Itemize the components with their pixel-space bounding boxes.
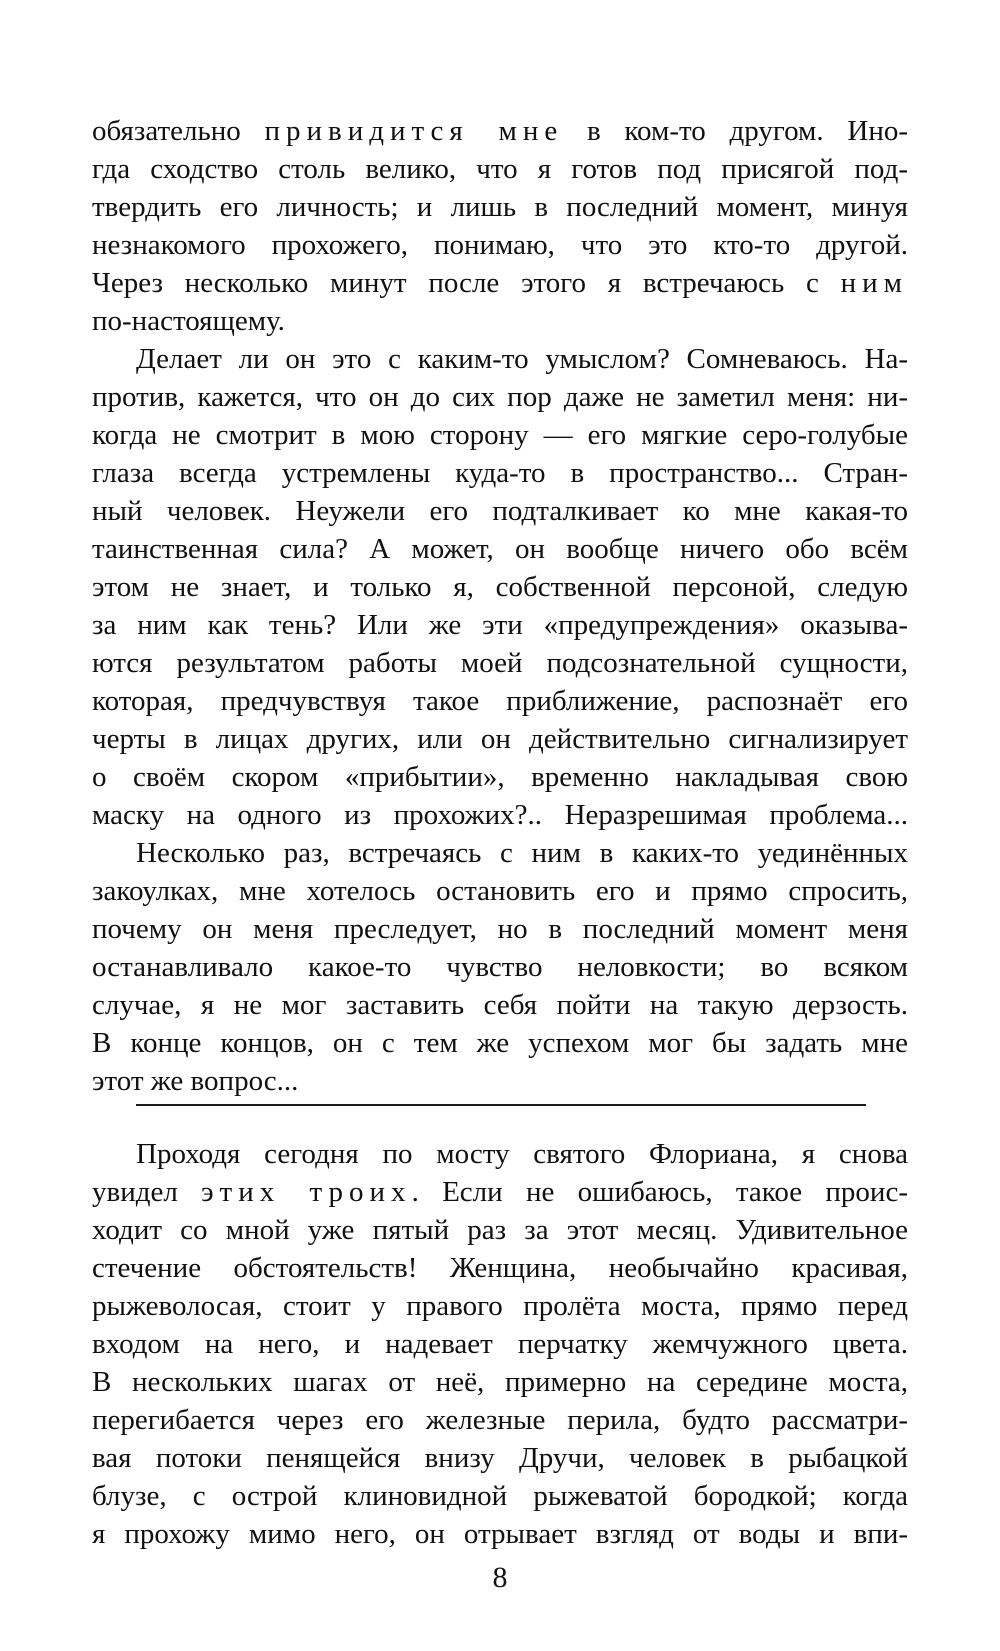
text-line: входом на него, и надевает перчатку жемчужного цвета. bbox=[92, 1328, 908, 1360]
text-line: ются результатом работы моей подсознательной сущности, bbox=[92, 647, 908, 679]
emphasized-text: ним bbox=[840, 267, 908, 299]
text-line bbox=[92, 1174, 908, 1210]
text-line: закоулках, мне хотелось остановить его и прямо спросить, bbox=[92, 875, 908, 907]
text-line bbox=[92, 113, 908, 149]
text-line: маску на одного из прохожих?.. Неразрешимая проблема... bbox=[92, 799, 908, 831]
text-line: против, кажется, что он до сих пор даже не заметил меня: ни- bbox=[92, 381, 908, 413]
text-line: за ним как тень? Или же эти «предупреждения» оказыва- bbox=[92, 609, 908, 641]
text-line: о своём скором «прибытии», временно накладывая свою bbox=[92, 761, 908, 793]
text-line: глаза всегда устремлены куда-то в пространство... Стран- bbox=[92, 457, 908, 489]
text-line: ходит со мной уже пятый раз за этот месяц. Удивительное bbox=[92, 1214, 908, 1246]
text-fragment: в ком-то другом. Ино- bbox=[563, 115, 908, 147]
text-line: ный человек. Неужели его подталкивает ко мне какая-то bbox=[92, 495, 908, 527]
text-fragment: . Если не ошибаюсь, такое проис- bbox=[411, 1176, 908, 1208]
text-line: блузе, с острой клиновидной рыжеватой бородкой; когда bbox=[92, 1480, 908, 1512]
text-line: вая потоки пенящейся внизу Дручи, человек в рыбацкой bbox=[92, 1442, 908, 1474]
text-line: которая, предчувствуя такое приближение, распознаёт его bbox=[92, 685, 908, 717]
text-line: таинственная сила? А может, он вообще ничего обо всём bbox=[92, 533, 908, 565]
text-fragment: увидел bbox=[92, 1176, 202, 1208]
text-line: останавливало какое-то чувство неловкости; во всяком bbox=[92, 951, 908, 983]
text-line: почему он меня преследует, но в последний момент меня bbox=[92, 913, 908, 945]
text-line: гда сходство столь велико, что я готов под присягой под- bbox=[92, 153, 908, 185]
text-fragment: обязательно bbox=[92, 115, 265, 147]
text-line: я прохожу мимо него, он отрывает взгляд от воды и впи- bbox=[92, 1518, 908, 1550]
section-divider bbox=[136, 1104, 866, 1106]
text-line: рыжеволосая, стоит у правого пролёта моста, прямо перед bbox=[92, 1290, 908, 1322]
text-line: случае, я не мог заставить себя пойти на такую дерзость. bbox=[92, 989, 908, 1021]
text-line: Проходя сегодня по мосту святого Флориана, я снова bbox=[136, 1138, 908, 1170]
emphasized-text: привидится мне bbox=[264, 115, 564, 147]
text-line: незнакомого прохожего, понимаю, что это кто-то другой. bbox=[92, 229, 908, 261]
page-number: 8 bbox=[492, 1561, 508, 1594]
text-line: твердить его личность; и лишь в последний момент, минуя bbox=[92, 191, 908, 223]
emphasized-text: этих троих bbox=[201, 1176, 412, 1208]
text-line: Делает ли он это с каким-то умыслом? Сомневаюсь. На- bbox=[136, 343, 908, 375]
text-fragment: Через несколько минут после этого я встречаюсь с bbox=[92, 267, 841, 299]
text-line: по-настоящему. bbox=[92, 305, 285, 337]
text-line: Несколько раз, встречаясь с ним в каких-то уединённых bbox=[136, 837, 908, 869]
text-line: черты в лицах других, или он действительно сигнализирует bbox=[92, 723, 908, 755]
text-line: перегибается через его железные перила, будто рассматри- bbox=[92, 1404, 908, 1436]
text-line: стечение обстоятельств! Женщина, необычайно красивая, bbox=[92, 1252, 908, 1284]
text-line bbox=[92, 265, 908, 301]
text-line: когда не смотрит в мою сторону — его мягкие серо-голубые bbox=[92, 419, 908, 451]
text-line: этот же вопрос... bbox=[92, 1065, 299, 1097]
text-line: В конце концов, он с тем же успехом мог бы задать мне bbox=[92, 1027, 908, 1059]
text-line: В нескольких шагах от неё, примерно на середине моста, bbox=[92, 1366, 908, 1398]
text-line: этом не знает, и только я, собственной персоной, следую bbox=[92, 571, 908, 603]
